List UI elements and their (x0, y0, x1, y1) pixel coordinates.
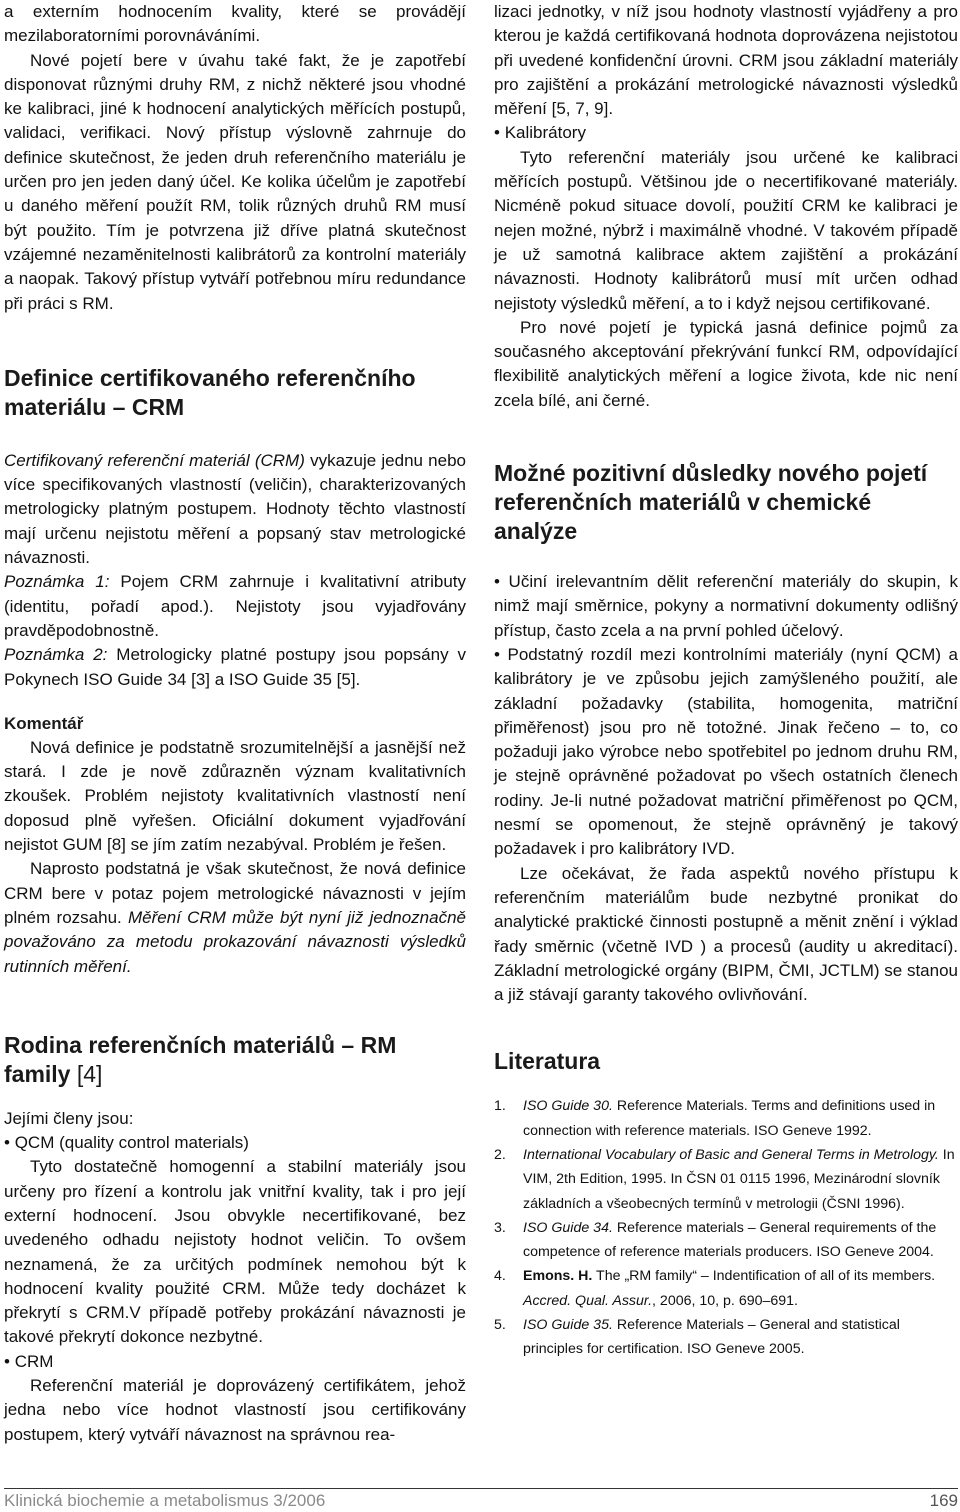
members-intro: Jejími členy jsou: (4, 1108, 134, 1128)
reference-list (494, 1094, 958, 1361)
note-2 (4, 643, 466, 692)
list-item-crm: • CRM (4, 1350, 466, 1374)
reference-item (494, 1313, 958, 1362)
crm-description: Referenční materiál je doprovázený certifikátem, jehož jedna nebo více hodnot vlastností jsou certifikovány postupem, který vytváří návaznost na správnou rea- (4, 1376, 466, 1444)
reference-text: Reference materials – General requirements of the competence of reference materials producers. ISO Geneve 2004. (523, 1219, 937, 1261)
comment-paragraph (4, 857, 466, 978)
note-1-text: Pojem CRM zahrnuje i kvalitativní atributy (identitu, pořadí apod.). Nejistoty jsou vyjadřovány pravděpodobnostně. (4, 572, 466, 640)
reference-item (494, 1216, 958, 1265)
comment-text: Naprosto podstatná je však skutečnost, že nová definice CRM bere v potaz pojem metrologické návaznosti v jejím plném rozsahu. (4, 859, 466, 927)
reference-item (494, 1264, 958, 1313)
paragraph: Pro nové pojetí je typická jasná definice pojmů za současného akceptování překrývání funkcí RM, odpovídající flexibilitě analytických měření a logice života, kde nic není zcela bílé, ani černé. (494, 317, 958, 410)
reference-text: Reference Materials – General and statistical principles for certification. ISO Geneve 2005. (523, 1317, 900, 1358)
reference-title: International Vocabulary of Basic and General Terms in Metrology. (523, 1146, 939, 1163)
definition-paragraph (4, 449, 466, 570)
reference-title: ISO Guide 35. (523, 1317, 613, 1334)
reference-journal: Accred. Qual. Assur. (523, 1292, 653, 1309)
definition-term: Certifikovaný referenční materiál (CRM) (4, 450, 305, 470)
reference-item (494, 1143, 958, 1216)
paragraph: Lze očekávat, že řada aspektů nového přístupu k referenčním materiálům bude nezbytné pronikat do analytické praktické činnosti postupně a měnit znění i výklad řady směrnic (včetně IVD ) a procesů (audity u akreditací). Základní metrologické orgány (BIPM, ČMI, JCTLM) se stanou a již stávají garanty takového ovlivňování. (494, 863, 958, 1005)
list-item-qcm: • QCM (quality control materials) (4, 1131, 466, 1155)
page-number: 169 (929, 1491, 958, 1510)
reference-number: 4. (494, 1268, 506, 1285)
note-1 (4, 570, 466, 643)
comment-heading: Komentář (4, 713, 84, 733)
consequence-item: • Učiní irelevantním dělit referenční materiály do skupin, k nimž mají směrnice, pokyny a normativní dokumenty odlišný přístup, často zcela a na první pohled účelový. (494, 570, 958, 643)
heading-citation: [4] (70, 1060, 103, 1087)
left-column (4, 0, 466, 1447)
list-item-calibrators: • Kalibrátory (494, 121, 958, 145)
paragraph: lizaci jednotky, v níž jsou hodnoty vlastností vyjádřeny a pro kterou je každá certifikovaná hodnota doprovázena nejistotou při uvedené konfidenční úrovni. CRM jsou základní materiály pro zajištění a prokázání metrologické návaznosti výsledků měření [5, 7, 9]. (494, 2, 958, 119)
reference-text: In VIM, 2th Edition, 1995. In ČSN 01 0115 1996, Mezinárodní slovník základních a všeobecných termínů v metrologii (ČSNI 1996). (523, 1146, 955, 1212)
definition-text: vykazuje jednu nebo více specifikovaných vlastností (veličin), charakterizovaných metrologicky platným postupem. Hodnoty těchto vlastností mají určenu nejistotu měření a popsaný stav metrologické návaznosti. (4, 450, 466, 568)
reference-title: ISO Guide 34. (523, 1219, 613, 1236)
reference-text: Reference Materials. Terms and definitions used in connection with reference materials. ISO Geneve 1992. (523, 1098, 936, 1139)
journal-name: Klinická biochemie a metabolismus 3/2006 (4, 1491, 326, 1510)
heading-text: Rodina referenčních materiálů – RM family (4, 1031, 397, 1087)
paragraph: a externím hodnocením kvality, které se provádějí mezilaboratorními porovnáváními. (4, 2, 466, 46)
right-column (494, 0, 958, 1362)
note-2-text: Metrologicky platné postupy jsou popsány v Pokynech ISO Guide 34 [3] a ISO Guide 35 [5]. (4, 645, 466, 689)
reference-item (494, 1094, 958, 1143)
reference-number: 3. (494, 1219, 506, 1236)
consequence-item: • Podstatný rozdíl mezi kontrolními materiály (nyní QCM) a kalibrátory je ve způsobu jejich zamýšleného použití, ale základní požadavky (stabilita, homogenita, matriční přiměřenost) jsou pro ně totožné. Jinak řečeno – to, co požaduji jako výrobce nebo spotřebitel po jednom druhu RM, je stejně oprávněné požadovat po všech ostatních členech rodiny. Je-li nutné požadovat matriční přiměřenost po QCM, nesmí se opomenout, že stejně oprávněný je takový požadavek i pro kalibrátory IVD. (494, 643, 958, 862)
calibrators-description: Tyto referenční materiály jsou určené ke kalibraci měřících postupů. Většinou jde o necertifikované materiály. Nicméně pokud situace dovolí, použití CRM ke kalibraci je nejen možné, nýbrž i maximálně vhodné. V takovém případě je už samotná kalibrace aktem zajištění a prokázání návaznosti. Hodnoty kalibrátorů musí mít určen odhad nejistoty výsledků měření, a to i když nejsou certifikované. (494, 147, 958, 313)
section-heading-literature: Literatura (494, 1048, 601, 1075)
section-heading-crm-definition: Definice certifikovaného referenčního materiálu – CRM (4, 364, 416, 420)
reference-number: 1. (494, 1098, 506, 1115)
comment-paragraph: Nová definice je podstatně srozumitelnější a jasnější než stará. I zde je nově zdůrazněn význam kvalitativních zkoušek. Problém nejistoty kvalitativních vlastností není doposud plně vyřešen. Oficiální dokument vyjadřování nejistot GUM [8] se jím zatím nezabýval. Problém je řešen. (4, 737, 466, 855)
qcm-description: Tyto dostatečně homogenní a stabilní materiály jsou určeny pro řízení a kontrolu jak vnitřní kvality, tak i pro její externí hodnocení. Jsou obvykle necertifikované, bez uvedeného odhadu nejistoty hodnot veličin. To ovšem neznamená, že za určitých podmínek nemohou být k hodnocení kvality použité CRM. Může tedy docházet k překrytí s CRM.V případě potřeby prokázání návaznosti je takové překrytí dokonce nezbytné. (4, 1157, 466, 1347)
section-heading-consequences: Možné pozitivní důsledky nového pojetí referenčních materiálů v chemické analýze (494, 460, 928, 545)
paragraph: Nové pojetí bere v úvahu také fakt, že je zapotřebí disponovat různými druhy RM, z nichž některé jsou vhodné ke kalibraci, jiné k hodnocení analytických měřících postupů, validaci, verifikaci. Nový přístup výslovně zahrnuje do definice skutečnost, že jeden druh referenčního materiálu je určen pro jen jeden daný účel. Ke kolika účelům je zapotřebí u daného měření použít RM, tolik různých druhů RM musí být použito. Tím je potvrzena již dříve platná skutečnost vzájemné nezaměnitelnosti kalibrátorů za kontrolní materiály a naopak. Takový přístup vytváří potřebnou míru redundance při práci s RM. (4, 50, 466, 313)
comment-emphasis: Měření CRM může být nyní již jednoznačně považováno za metodu prokazování návaznosti výsledků rutinních měření. (4, 907, 467, 976)
page-footer (4, 1488, 958, 1511)
reference-author: Emons. H. (523, 1268, 593, 1285)
reference-text: The „RM family“ – Indentification of all of its members. (592, 1268, 936, 1285)
reference-text: , 2006, 10, p. 690–691. (652, 1292, 798, 1309)
note-1-label: Poznámka 1: (4, 572, 110, 592)
section-heading-rm-family (4, 1031, 466, 1089)
reference-number: 2. (494, 1146, 506, 1163)
reference-number: 5. (494, 1317, 506, 1334)
reference-title: ISO Guide 30. (523, 1098, 613, 1115)
note-2-label: Poznámka 2: (4, 645, 108, 665)
